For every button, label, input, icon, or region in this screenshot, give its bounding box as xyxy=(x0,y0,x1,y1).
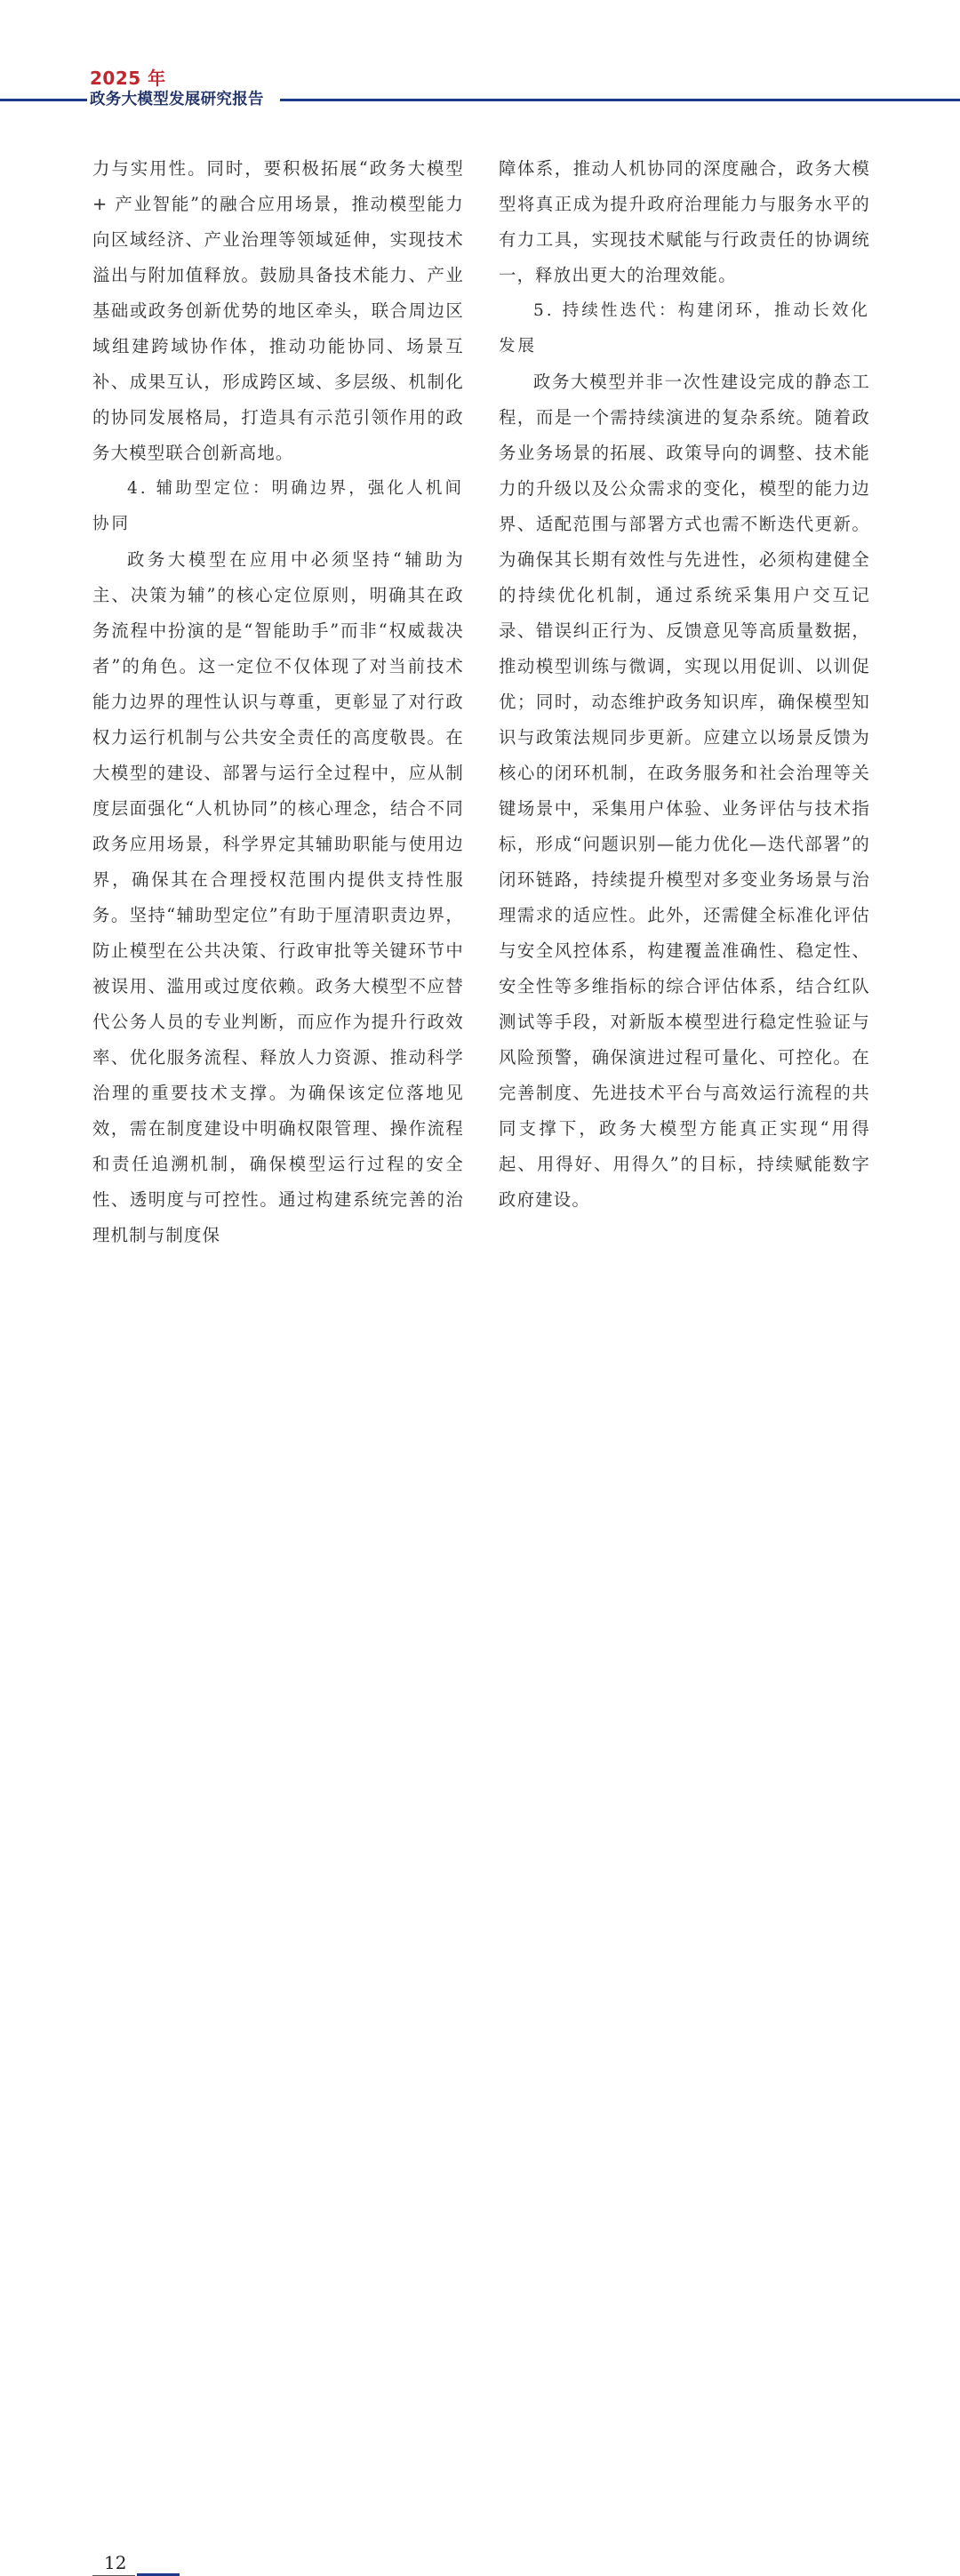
page-footer xyxy=(0,1271,960,2573)
section-heading-5: 5. 持续性迭代：构建闭环，推动长效化发展 xyxy=(499,301,870,356)
section-heading-4: 4. 辅助型定位：明确边界，强化人机间协同 xyxy=(92,479,464,533)
paragraph: 政务大模型在应用中必须坚持“辅助为主、决策为辅”的核心定位原则，明确其在政务流程中扮演的是“智能助手”而非“权威裁决者”的角色。这一定位不仅体现了对当前技术能力边界的理性认识与尊重，更彰显了对行政权力运行机制与公共安全责任的高度敬畏。在大模型的建设、部署与运行全过程中，应从制度层面强化“人机协同”的核心理念，结合不同政务应用场景，科学界定其辅助职能与使用边界，确保其在合理授权范围内提供支持性服务。坚持“辅助型定位”有助于厘清职责边界，防止模型在公共决策、行政审批等关键环节中被误用、滥用或过度依赖。政务大模型不应替代公务人员的专业判断，而应作为提升行政效率、优化服务流程、释放人力资源、推动科学治理的重要技术支撑。为确保该定位落地见效，需在制度建设中明确权限管理、操作流程和责任追溯机制，确保模型运行过程的安全性、透明度与可控性。通过构建系统完善的治理机制与制度保 xyxy=(92,549,464,1245)
paragraph-continuation: 力与实用性。同时，要积极拓展“政务大模型 + 产业智能”的融合应用场景，推动模型能力向区域经济、产业治理等领域延伸，实现技术溢出与附加值释放。鼓励具备技术能力、产业基础或政务创新优势的地区牵头，联合周边区域组建跨域协作体，推动功能协同、场景互补、成果互认，形成跨区域、多层级、机制化的协同发展格局，打造具有示范引领作用的政务大模型联合创新高地。 xyxy=(92,158,464,463)
report-title: 政务大模型发展研究报告 xyxy=(90,91,264,108)
paragraph-continuation: 障体系，推动人机协同的深度融合，政务大模型将真正成为提升政府治理能力与服务水平的有力工具，实现技术赋能与行政责任的协调统一，释放出更大的治理效能。 xyxy=(499,158,870,285)
paragraph: 政务大模型并非一次性建设完成的静态工程，而是一个需持续演进的复杂系统。随着政务业务场景的拓展、政策导向的调整、技术能力的升级以及公众需求的变化，模型的能力边界、适配范围与部署方式也需不断迭代更新。为确保其长期有效性与先进性，必须构建健全的持续优化机制，通过系统采集用户交互记录、错误纠正行为、反馈意见等高质量数据，推动模型训练与微调，实现以用促训、以训促优；同时，动态维护政务知识库，确保模型知识与政策法规同步更新。应建立以场景反馈为核心的闭环机制，在政务服务和社会治理等关键场景中，采集用户体验、业务评估与技术指标，形成“问题识别—能力优化—迭代部署”的闭环链路，持续提升模型对多变业务场景与治理需求的适应性。此外，还需健全标准化评估与安全风控体系，构建覆盖准确性、稳定性、安全性等多维指标的综合评估体系，结合红队测试等手段，对新版本模型进行稳定性验证与风险预警，确保演进过程可量化、可控化。在完善制度、先进技术平台与高效运行流程的共同支撑下，政务大模型方能真正实现“用得起、用得好、用得久”的目标，持续赋能数字政府建设。 xyxy=(499,372,870,1210)
report-year: 2025 年 xyxy=(90,68,166,89)
page-header xyxy=(0,0,960,116)
header-rule-right xyxy=(280,99,960,101)
right-column xyxy=(499,151,870,1218)
header-rule-left xyxy=(0,99,87,101)
page-number: 12 xyxy=(104,2552,127,2573)
left-column xyxy=(92,151,464,1253)
